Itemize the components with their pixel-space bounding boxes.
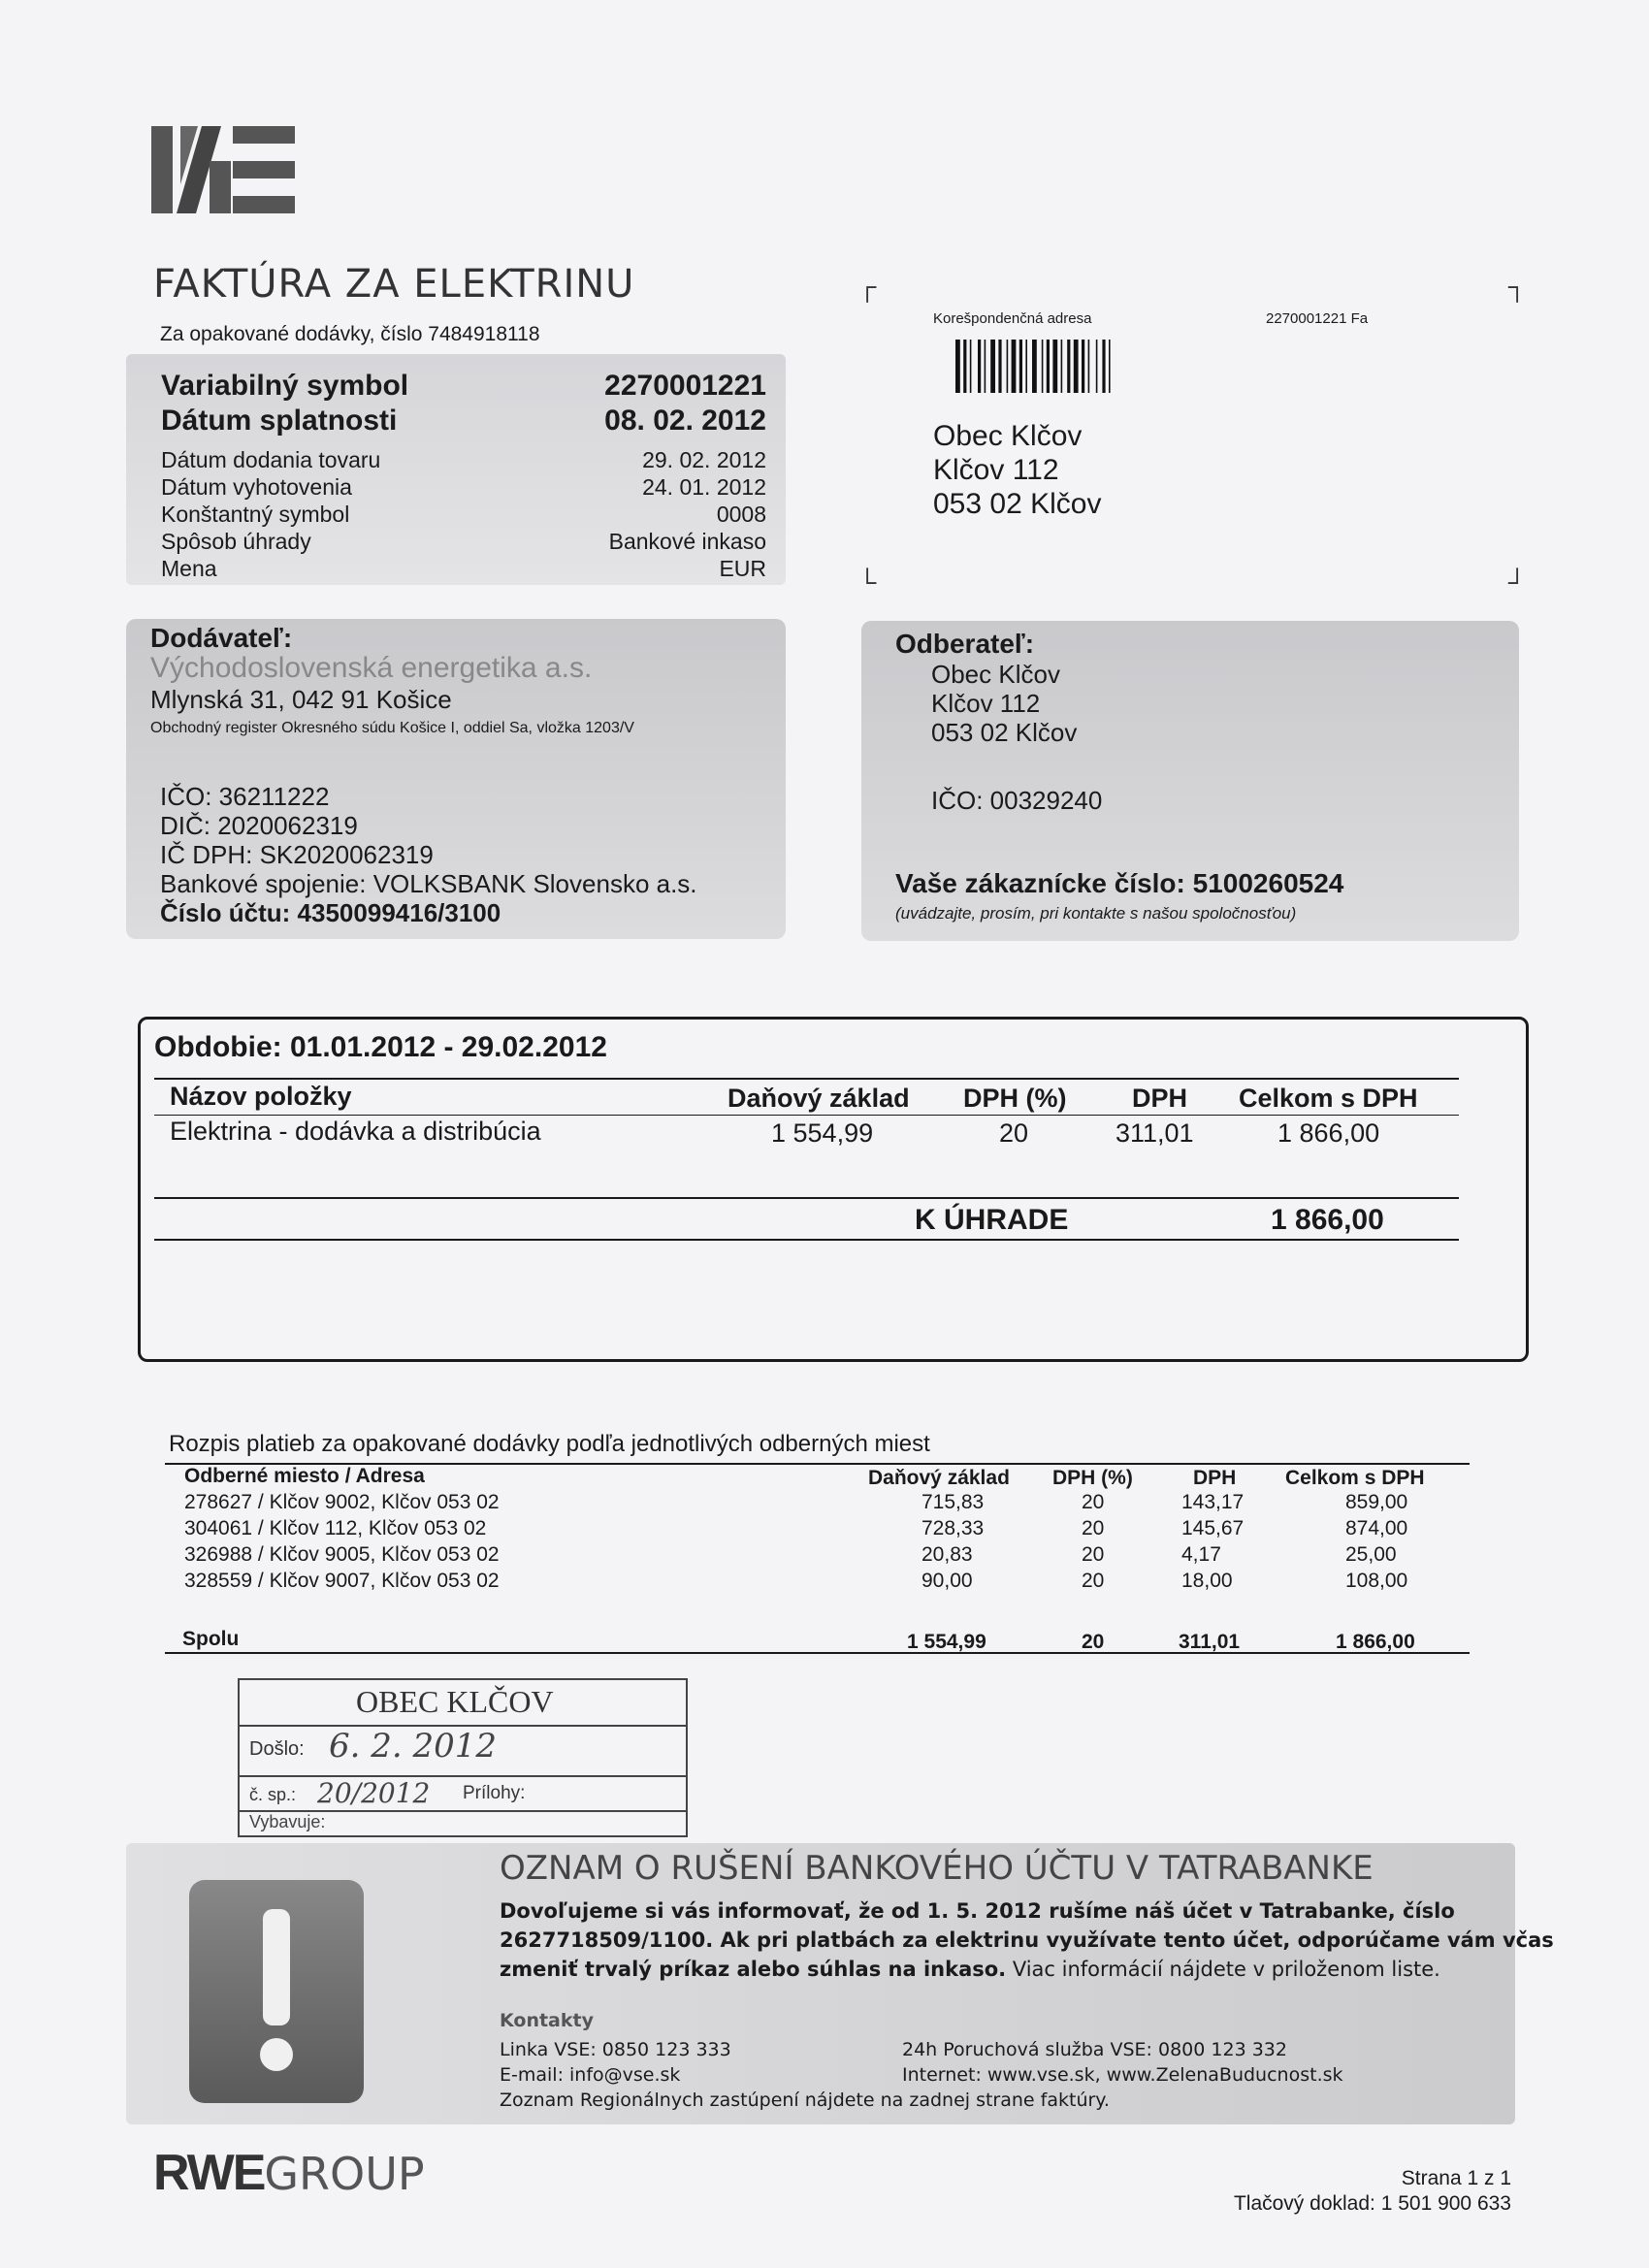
- payment-method-value: Bankové inkaso: [608, 529, 766, 554]
- supplier-bank: Bankové spojenie: VOLKSBANK Slovensko a.s.: [160, 869, 697, 898]
- barcode-bar: [978, 340, 981, 393]
- breakdown-cell-vat: 143,17: [1181, 1491, 1245, 1513]
- breakdown-sum-label: Spolu: [182, 1628, 240, 1650]
- contact-internet: Internet: www.vse.sk, www.ZelenaBuducnost.sk: [902, 2064, 1343, 2086]
- notice-line1: Dovoľujeme si vás informovať, že od 1. 5. 2012 rušíme náš účet v Tatrabanke, číslo: [500, 1899, 1455, 1923]
- period-row-vat: 311,01: [1116, 1118, 1194, 1148]
- breakdown-cell-vat: 4,17: [1181, 1543, 1221, 1566]
- stamp-number-value: 20/2012: [317, 1777, 431, 1809]
- breakdown-cell-tax-base: 715,83: [922, 1491, 985, 1513]
- corner-mark-tl: ┌: [858, 272, 877, 301]
- due-date-value: 08. 02. 2012: [604, 405, 766, 437]
- rwe-brand: RWE: [153, 2145, 265, 2201]
- issue-date-value: 24. 01. 2012: [642, 474, 766, 500]
- group-brand: GROUP: [264, 2148, 425, 2200]
- period-row-name: Elektrina - dodávka a distribúcia: [170, 1117, 541, 1146]
- correspondence-line2: Klčov 112: [933, 454, 1059, 486]
- barcode: [955, 340, 1193, 393]
- breakdown-cell-place: 326988 / Klčov 9005, Klčov 053 02: [184, 1543, 500, 1566]
- notice-line3-rest: Viac informácií nájdete v priloženom liste.: [1006, 1958, 1440, 1981]
- supplier-ico: IČO: 36211222: [160, 782, 330, 811]
- barcode-bar: [1061, 340, 1063, 393]
- variable-symbol-label: Variabilný symbol: [161, 370, 409, 402]
- supplier-name: Východoslovenská energetika a.s.: [150, 652, 593, 684]
- barcode-bar: [1102, 340, 1105, 393]
- breakdown-header-vat: DPH: [1193, 1467, 1237, 1489]
- period-row-vat-pct: 20: [999, 1118, 1029, 1148]
- issue-date-row: [161, 474, 766, 501]
- invoice-subtitle: Za opakované dodávky, číslo 7484918118: [160, 323, 540, 345]
- barcode-bar: [990, 340, 995, 393]
- breakdown-cell-vat-pct: 20: [1082, 1543, 1105, 1566]
- breakdown-cell-vat-pct: 20: [1082, 1570, 1105, 1592]
- payment-method-label: Spôsob úhrady: [161, 529, 311, 554]
- corner-mark-br: ┘: [1508, 567, 1527, 597]
- breakdown-header-total: Celkom s DPH: [1285, 1467, 1425, 1489]
- contact-phone: Linka VSE: 0850 123 333: [500, 2039, 731, 2060]
- total-due-label: K ÚHRADE: [915, 1204, 1069, 1236]
- barcode-bar: [1012, 340, 1017, 393]
- contact-email: E-mail: info@vse.sk: [500, 2064, 681, 2086]
- supplier-label: Dodávateľ:: [150, 623, 293, 653]
- customer-line1: Obec Klčov: [931, 660, 1060, 689]
- correspondence-line1: Obec Klčov: [933, 420, 1083, 452]
- corner-mark-bl: └: [858, 567, 877, 597]
- breakdown-cell-total: 859,00: [1345, 1491, 1408, 1513]
- breakdown-cell-vat: 18,00: [1181, 1570, 1233, 1592]
- supplier-panel: [126, 619, 786, 939]
- period-row-tax-base: 1 554,99: [771, 1118, 874, 1148]
- customer-line3: 053 02 Klčov: [931, 718, 1078, 747]
- due-date-row: [161, 405, 766, 437]
- breakdown-cell-place: 328559 / Klčov 9007, Klčov 053 02: [184, 1570, 500, 1592]
- constant-symbol-label: Konštantný symbol: [161, 502, 350, 527]
- stamp-attachments-label: Prílohy:: [463, 1783, 526, 1803]
- currency-value: EUR: [719, 556, 766, 581]
- breakdown-header-vat-pct: DPH (%): [1052, 1467, 1133, 1489]
- barcode-bar: [1019, 340, 1022, 393]
- barcode-bar: [998, 340, 1001, 393]
- barcode-bar: [963, 340, 966, 393]
- breakdown-cell-vat-pct: 20: [1082, 1491, 1105, 1513]
- constant-symbol-value: 0008: [716, 502, 766, 527]
- correspondence-line3: 053 02 Klčov: [933, 488, 1102, 520]
- period-header-vat-pct: DPH (%): [963, 1084, 1067, 1113]
- supplier-ic-dph: IČ DPH: SK2020062319: [160, 840, 434, 869]
- notice-line3: [500, 1958, 1440, 1981]
- warning-icon: [189, 1880, 364, 2103]
- notice-line2: 2627718509/1100. Ak pri platbách za elektrinu využívate tento účet, odporúčame vám včas: [500, 1928, 1554, 1952]
- customer-note: (uvádzajte, prosím, pri kontakte s našou spoločnosťou): [895, 904, 1297, 923]
- registry-stamp: [238, 1678, 688, 1837]
- delivery-date-row: [161, 447, 766, 473]
- period-header-total: Celkom s DPH: [1239, 1084, 1418, 1113]
- breakdown-cell-tax-base: 20,83: [922, 1543, 973, 1566]
- stamp-received-value: 6. 2. 2012: [329, 1727, 498, 1766]
- breakdown-header-tax-base: Daňový základ: [868, 1467, 1010, 1489]
- stamp-received-label: Došlo:: [249, 1738, 305, 1760]
- barcode-bar: [955, 340, 960, 393]
- delivery-date-label: Dátum dodania tovaru: [161, 447, 381, 472]
- rwe-group-logo: [153, 2144, 425, 2202]
- barcode-bar: [970, 340, 972, 393]
- due-date-label: Dátum splatnosti: [161, 405, 398, 437]
- breakdown-sum-tax-base: 1 554,99: [907, 1631, 986, 1653]
- breakdown-cell-total: 108,00: [1345, 1570, 1408, 1592]
- contact-emergency: 24h Poruchová služba VSE: 0800 123 332: [902, 2039, 1287, 2060]
- notice-panel: [126, 1843, 1554, 2124]
- correspondence-address: [933, 419, 1101, 521]
- breakdown-cell-vat: 145,67: [1181, 1517, 1245, 1539]
- notice-title: OZNAM O RUŠENÍ BANKOVÉHO ÚČTU V TATRABANKE: [500, 1849, 1374, 1888]
- issue-date-label: Dátum vyhotovenia: [161, 474, 352, 500]
- period-header-name: Názov položky: [170, 1082, 352, 1111]
- currency-label: Mena: [161, 556, 217, 581]
- barcode-bar: [1025, 340, 1027, 393]
- barcode-bar: [1082, 340, 1084, 393]
- summary-box: [126, 354, 786, 585]
- notice-line3-bold: zmeniť trvalý príkaz alebo súhlas na inkaso.: [500, 1958, 1007, 1981]
- barcode-bar: [1096, 340, 1098, 393]
- breakdown-cell-vat-pct: 20: [1082, 1517, 1105, 1539]
- constant-symbol-row: [161, 502, 766, 528]
- barcode-bar: [1047, 340, 1050, 393]
- corner-mark-tr: ┐: [1508, 272, 1527, 301]
- variable-symbol-row: [161, 370, 766, 403]
- stamp-handled-label: Vybavuje:: [249, 1812, 326, 1831]
- barcode-bar: [1088, 340, 1090, 393]
- contact-regional: Zoznam Regionálnych zastúpení nájdete na zadnej strane faktúry.: [500, 2090, 1110, 2111]
- print-document: Tlačový doklad: 1 501 900 633: [1233, 2192, 1511, 2215]
- customer-line2: Klčov 112: [931, 689, 1041, 718]
- breakdown-header-place: Odberné miesto / Adresa: [184, 1465, 425, 1487]
- correspondence-label: Korešpondenčná adresa: [933, 310, 1092, 327]
- supplier-dic: DIČ: 2020062319: [160, 811, 358, 840]
- currency-row: [161, 556, 766, 582]
- breakdown-cell-place: 278627 / Klčov 9002, Klčov 053 02: [184, 1491, 500, 1513]
- stamp-title: OBEC KLČOV: [356, 1684, 554, 1719]
- breakdown-cell-tax-base: 90,00: [922, 1570, 973, 1592]
- period-row-total: 1 866,00: [1277, 1118, 1380, 1148]
- period-title: Obdobie: 01.01.2012 - 29.02.2012: [154, 1031, 607, 1063]
- total-due-value: 1 866,00: [1271, 1204, 1384, 1236]
- supplier-register: Obchodný register Okresného súdu Košice I, oddiel Sa, vložka 1203/V: [150, 720, 634, 736]
- breakdown-cell-total: 874,00: [1345, 1517, 1408, 1539]
- payment-method-row: [161, 529, 766, 555]
- breakdown-title: Rozpis platieb za opakované dodávky podľa jednotlivých odberných miest: [169, 1431, 930, 1457]
- barcode-bar: [1007, 340, 1009, 393]
- period-header-vat: DPH: [1132, 1084, 1188, 1113]
- period-box: [138, 1017, 1529, 1362]
- invoice-title: FAKTÚRA ZA ELEKTRINU: [153, 262, 635, 307]
- customer-label: Odberateľ:: [895, 629, 1035, 659]
- customer-panel: [861, 621, 1519, 941]
- variable-symbol-value: 2270001221: [604, 370, 766, 402]
- barcode-bar: [1074, 340, 1079, 393]
- period-header-tax-base: Daňový základ: [728, 1084, 910, 1113]
- barcode-bar: [1109, 340, 1111, 393]
- breakdown-sum-total: 1 866,00: [1336, 1631, 1415, 1653]
- page-number: Strana 1 z 1: [1401, 2167, 1511, 2189]
- breakdown-sum-vat-pct: 20: [1082, 1631, 1105, 1653]
- supplier-address: Mlynská 31, 042 91 Košice: [150, 685, 452, 714]
- contacts-label: Kontakty: [500, 2010, 594, 2031]
- breakdown-sum-vat: 311,01: [1179, 1631, 1241, 1653]
- barcode-bar: [1052, 340, 1057, 393]
- barcode-bar: [1032, 340, 1037, 393]
- barcode-bar: [985, 340, 986, 393]
- breakdown-cell-place: 304061 / Klčov 112, Klčov 053 02: [184, 1517, 487, 1539]
- barcode-bar: [1042, 340, 1044, 393]
- breakdown-section: [165, 1431, 1470, 1664]
- correspondence-code: 2270001221 Fa: [1266, 310, 1369, 327]
- customer-number: Vaše zákaznícke číslo: 5100260524: [895, 868, 1344, 898]
- breakdown-cell-total: 25,00: [1345, 1543, 1397, 1566]
- supplier-account: Číslo účtu: 4350099416/3100: [160, 898, 501, 927]
- vse-logo: [151, 126, 295, 213]
- barcode-bar: [1067, 340, 1070, 393]
- customer-ico: IČO: 00329240: [931, 786, 1103, 815]
- delivery-date-value: 29. 02. 2012: [642, 447, 766, 472]
- stamp-number-label: č. sp.:: [249, 1785, 297, 1804]
- breakdown-cell-tax-base: 728,33: [922, 1517, 985, 1539]
